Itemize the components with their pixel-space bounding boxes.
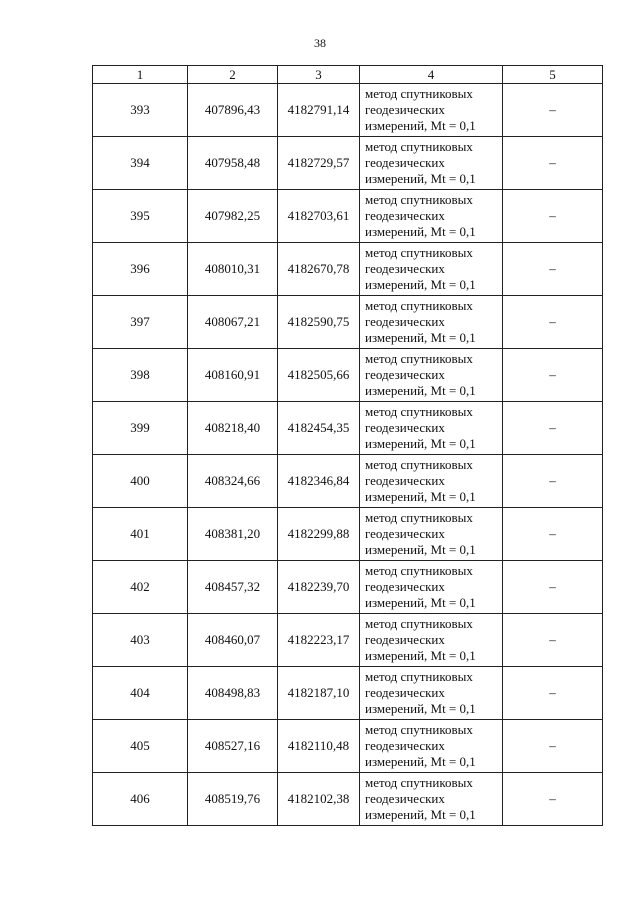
point-number-cell: 395	[93, 190, 188, 243]
table-row	[93, 455, 603, 508]
note-cell: –	[503, 243, 603, 296]
note-cell: –	[503, 561, 603, 614]
note-cell: –	[503, 190, 603, 243]
table-row	[93, 349, 603, 402]
method-cell	[360, 137, 503, 190]
point-number-cell: 399	[93, 402, 188, 455]
method-line: метод спутниковых	[365, 244, 473, 260]
method-line: метод спутниковых	[365, 350, 473, 366]
method-line: геодезических	[365, 472, 445, 488]
method-line: геодезических	[365, 525, 445, 541]
x-coordinate-cell: 408460,07	[188, 614, 278, 667]
method-cell	[360, 190, 503, 243]
method-line: геодезических	[365, 419, 445, 435]
table-row	[93, 402, 603, 455]
x-coordinate-cell: 408218,40	[188, 402, 278, 455]
method-line: метод спутниковых	[365, 85, 473, 101]
method-cell	[360, 296, 503, 349]
y-coordinate-cell: 4182729,57	[278, 137, 360, 190]
method-line: метод спутниковых	[365, 456, 473, 472]
point-number-cell: 398	[93, 349, 188, 402]
point-number-cell: 394	[93, 137, 188, 190]
method-line: метод спутниковых	[365, 562, 473, 578]
note-cell: –	[503, 402, 603, 455]
method-line: измерений, Mt = 0,1	[365, 436, 476, 452]
point-number-cell: 404	[93, 667, 188, 720]
method-line: геодезических	[365, 154, 445, 170]
page-number: 38	[314, 36, 326, 50]
x-coordinate-cell: 408010,31	[188, 243, 278, 296]
method-line: метод спутниковых	[365, 615, 473, 631]
y-coordinate-cell: 4182239,70	[278, 561, 360, 614]
method-cell	[360, 243, 503, 296]
method-line: геодезических	[365, 260, 445, 276]
table-row	[93, 614, 603, 667]
method-cell	[360, 455, 503, 508]
method-line: метод спутниковых	[365, 297, 473, 313]
method-cell	[360, 614, 503, 667]
method-line: измерений, Mt = 0,1	[365, 542, 476, 558]
table-row	[93, 190, 603, 243]
method-line: геодезических	[365, 737, 445, 753]
y-coordinate-cell: 4182346,84	[278, 455, 360, 508]
method-line: геодезических	[365, 366, 445, 382]
method-line: геодезических	[365, 578, 445, 594]
method-line: измерений, Mt = 0,1	[365, 489, 476, 505]
column-header-3: 3	[278, 66, 360, 84]
method-line: измерений, Mt = 0,1	[365, 118, 476, 134]
point-number-cell: 397	[93, 296, 188, 349]
point-number-cell: 405	[93, 720, 188, 773]
x-coordinate-cell: 408067,21	[188, 296, 278, 349]
method-line: геодезических	[365, 207, 445, 223]
table-row	[93, 296, 603, 349]
coordinates-table	[92, 65, 603, 826]
method-line: измерений, Mt = 0,1	[365, 595, 476, 611]
method-line: геодезических	[365, 313, 445, 329]
table-row	[93, 667, 603, 720]
point-number-cell: 403	[93, 614, 188, 667]
method-line: метод спутниковых	[365, 774, 473, 790]
note-cell: –	[503, 614, 603, 667]
method-cell	[360, 402, 503, 455]
x-coordinate-cell: 408160,91	[188, 349, 278, 402]
method-line: геодезических	[365, 101, 445, 117]
table-row	[93, 561, 603, 614]
method-line: метод спутниковых	[365, 509, 473, 525]
method-line: метод спутниковых	[365, 403, 473, 419]
table-row	[93, 773, 603, 826]
method-line: измерений, Mt = 0,1	[365, 701, 476, 717]
x-coordinate-cell: 408527,16	[188, 720, 278, 773]
note-cell: –	[503, 84, 603, 137]
x-coordinate-cell: 407896,43	[188, 84, 278, 137]
note-cell: –	[503, 508, 603, 561]
table-row	[93, 720, 603, 773]
y-coordinate-cell: 4182110,48	[278, 720, 360, 773]
note-cell: –	[503, 667, 603, 720]
x-coordinate-cell: 408498,83	[188, 667, 278, 720]
y-coordinate-cell: 4182454,35	[278, 402, 360, 455]
table-row	[93, 508, 603, 561]
table-row	[93, 137, 603, 190]
x-coordinate-cell: 407958,48	[188, 137, 278, 190]
note-cell: –	[503, 349, 603, 402]
note-cell: –	[503, 137, 603, 190]
method-line: геодезических	[365, 684, 445, 700]
y-coordinate-cell: 4182590,75	[278, 296, 360, 349]
method-line: измерений, Mt = 0,1	[365, 277, 476, 293]
method-line: метод спутниковых	[365, 138, 473, 154]
method-line: измерений, Mt = 0,1	[365, 648, 476, 664]
table-row	[93, 84, 603, 137]
point-number-cell: 396	[93, 243, 188, 296]
method-line: геодезических	[365, 790, 445, 806]
method-cell	[360, 773, 503, 826]
method-line: измерений, Mt = 0,1	[365, 330, 476, 346]
point-number-cell: 401	[93, 508, 188, 561]
method-line: измерений, Mt = 0,1	[365, 224, 476, 240]
table-header-row	[93, 66, 603, 84]
point-number-cell: 406	[93, 773, 188, 826]
method-cell	[360, 349, 503, 402]
method-cell	[360, 667, 503, 720]
point-number-cell: 400	[93, 455, 188, 508]
y-coordinate-cell: 4182505,66	[278, 349, 360, 402]
note-cell: –	[503, 455, 603, 508]
x-coordinate-cell: 408324,66	[188, 455, 278, 508]
column-header-1: 1	[93, 66, 188, 84]
column-header-5: 5	[503, 66, 603, 84]
x-coordinate-cell: 408381,20	[188, 508, 278, 561]
method-line: измерений, Mt = 0,1	[365, 807, 476, 823]
method-line: метод спутниковых	[365, 668, 473, 684]
x-coordinate-cell: 408519,76	[188, 773, 278, 826]
y-coordinate-cell: 4182299,88	[278, 508, 360, 561]
y-coordinate-cell: 4182187,10	[278, 667, 360, 720]
method-cell	[360, 508, 503, 561]
y-coordinate-cell: 4182670,78	[278, 243, 360, 296]
point-number-cell: 402	[93, 561, 188, 614]
column-header-2: 2	[188, 66, 278, 84]
method-line: геодезических	[365, 631, 445, 647]
y-coordinate-cell: 4182102,38	[278, 773, 360, 826]
point-number-cell: 393	[93, 84, 188, 137]
y-coordinate-cell: 4182791,14	[278, 84, 360, 137]
method-line: измерений, Mt = 0,1	[365, 754, 476, 770]
note-cell: –	[503, 720, 603, 773]
y-coordinate-cell: 4182703,61	[278, 190, 360, 243]
y-coordinate-cell: 4182223,17	[278, 614, 360, 667]
note-cell: –	[503, 773, 603, 826]
column-header-4: 4	[360, 66, 503, 84]
method-cell	[360, 84, 503, 137]
method-line: метод спутниковых	[365, 721, 473, 737]
method-line: метод спутниковых	[365, 191, 473, 207]
method-line: измерений, Mt = 0,1	[365, 383, 476, 399]
note-cell: –	[503, 296, 603, 349]
method-cell	[360, 561, 503, 614]
table-row	[93, 243, 603, 296]
method-cell	[360, 720, 503, 773]
method-line: измерений, Mt = 0,1	[365, 171, 476, 187]
x-coordinate-cell: 408457,32	[188, 561, 278, 614]
x-coordinate-cell: 407982,25	[188, 190, 278, 243]
